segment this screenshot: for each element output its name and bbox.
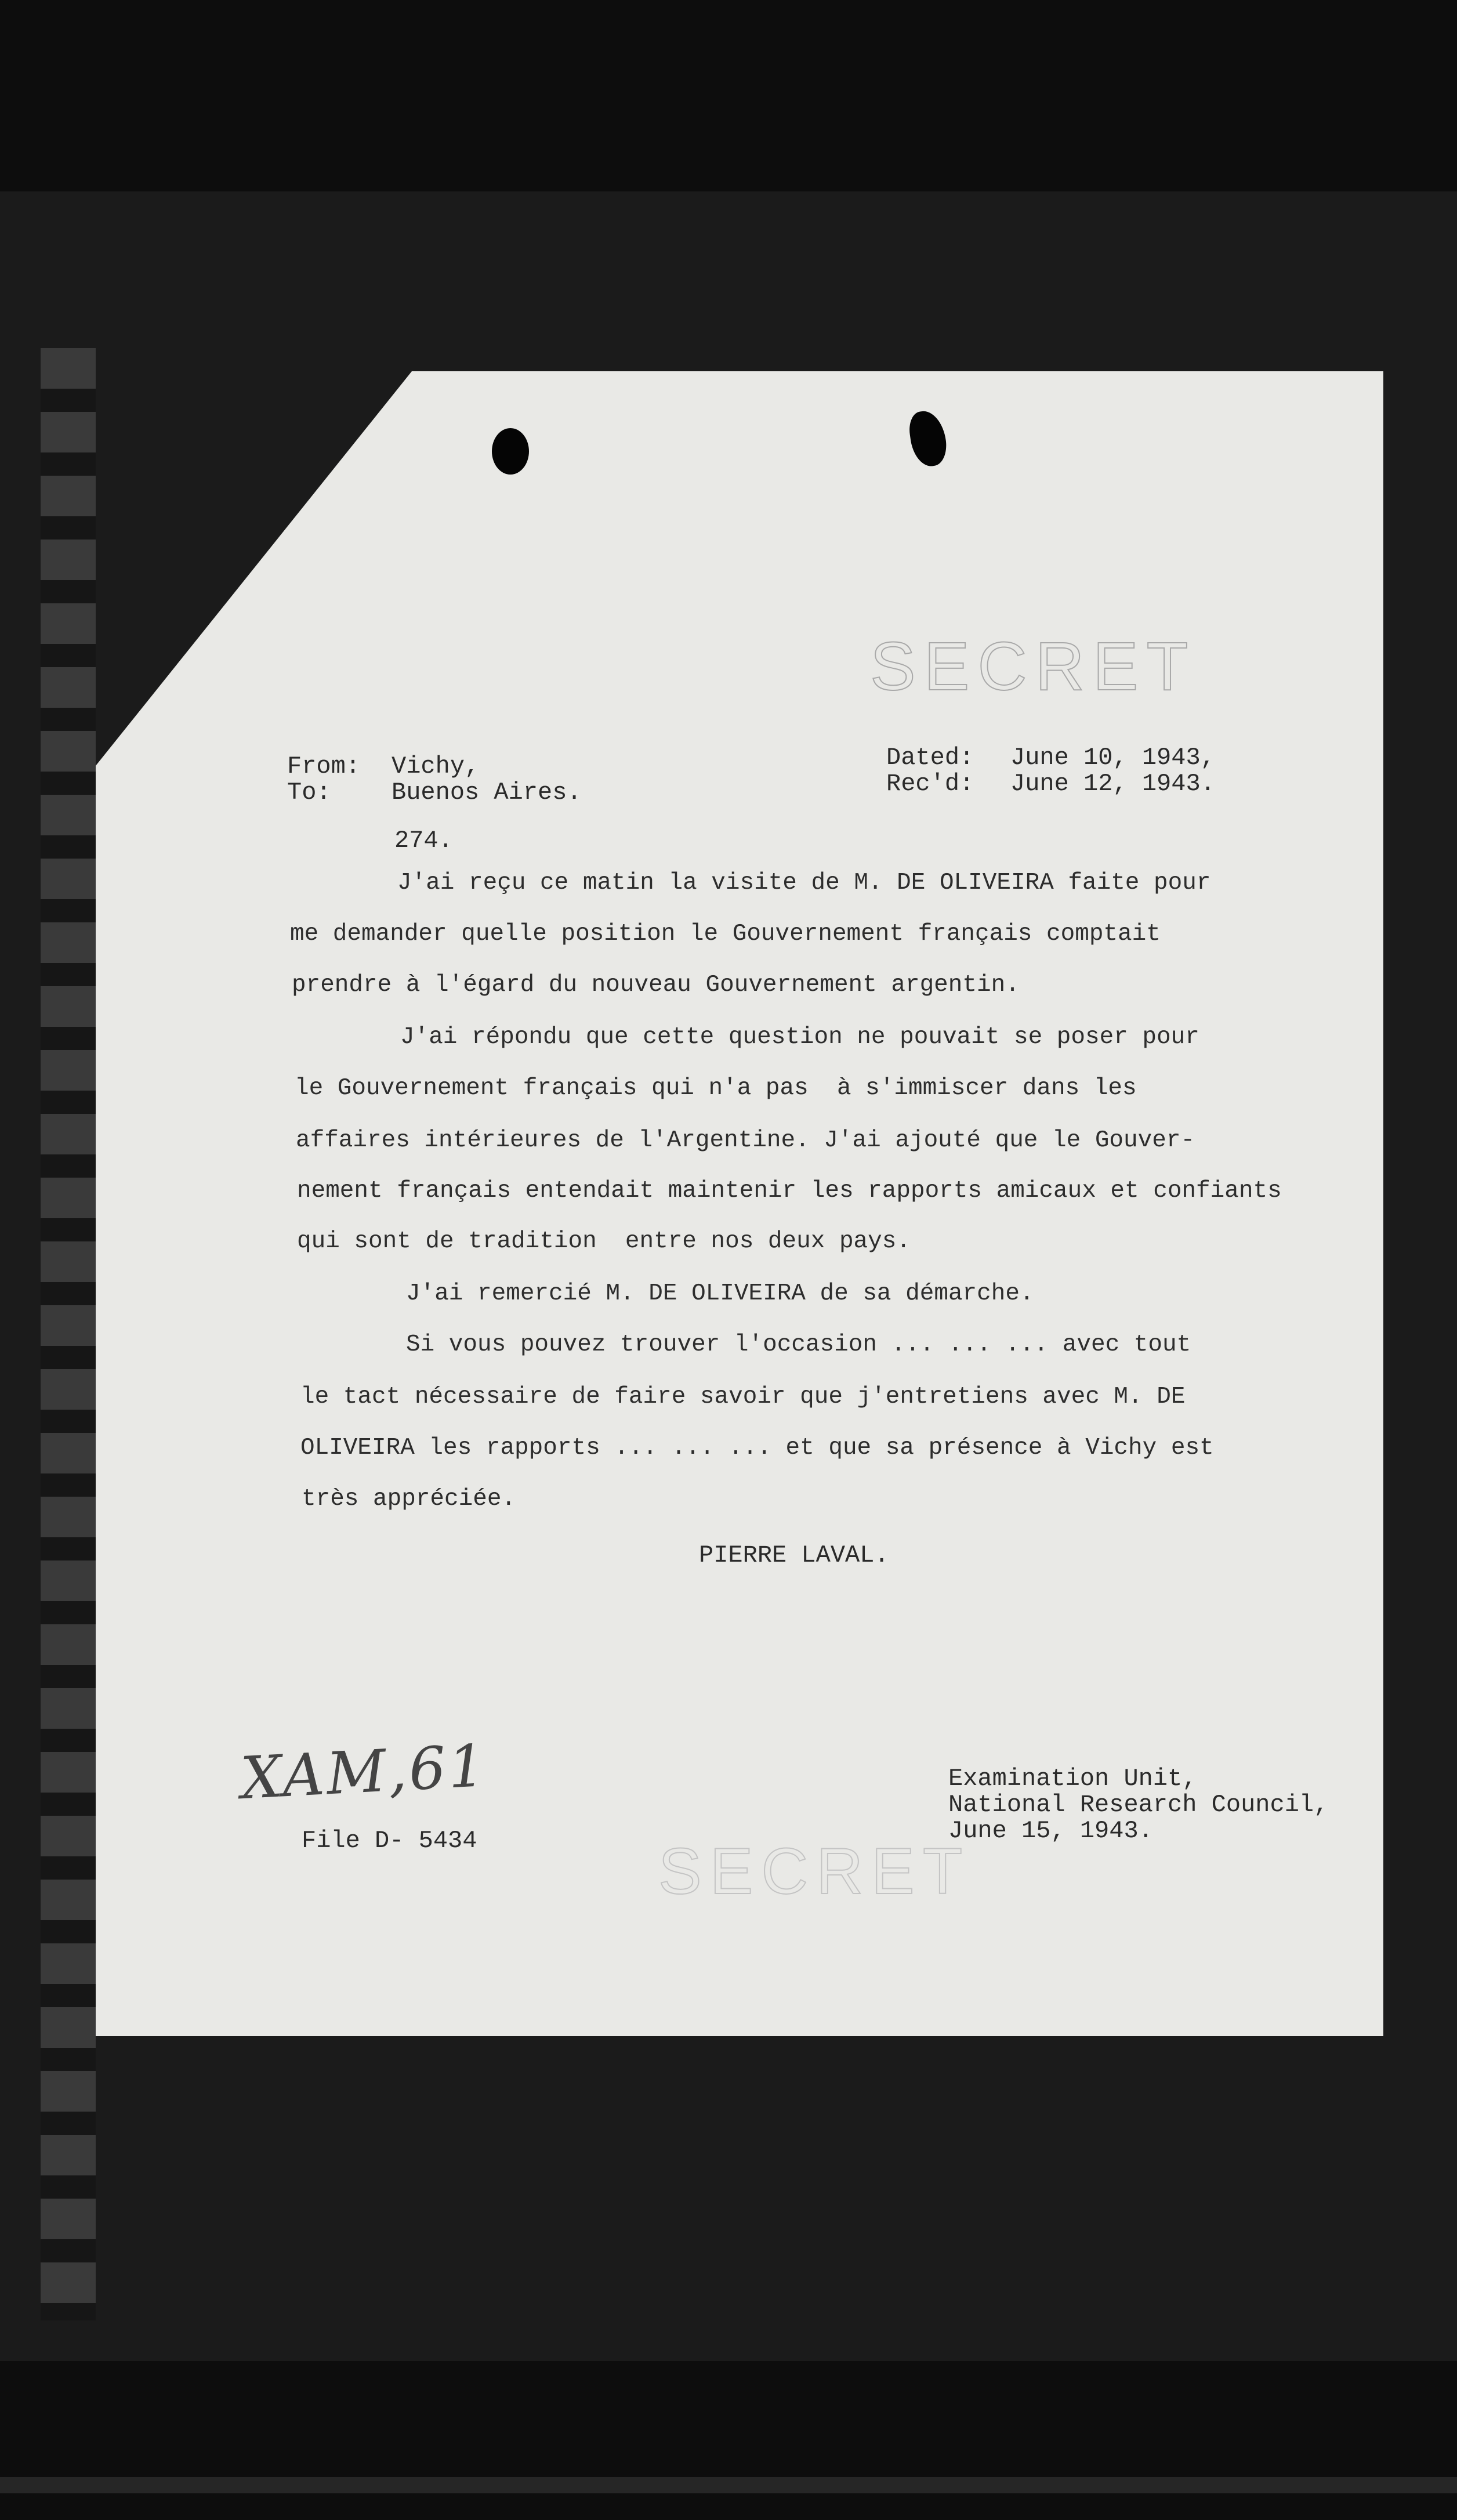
message-number: 274. (394, 827, 453, 855)
handwritten-note: XAM,61 (239, 1731, 490, 1813)
body-line: qui sont de tradition entre nos deux pays. (297, 1228, 911, 1255)
dated-label: Dated: (886, 744, 974, 772)
body-line: le tact nécessaire de faire savoir que j'entretiens avec M. DE (300, 1384, 1186, 1410)
recd-label: Rec'd: (886, 770, 974, 798)
body-line: J'ai remercié M. DE OLIVEIRA de sa démarche. (406, 1280, 1034, 1307)
body-line: le Gouvernement français qui n'a pas à s'immiscer dans les (295, 1075, 1137, 1102)
from-value: Vichy, (392, 752, 480, 780)
film-edge (0, 2477, 1457, 2493)
file-reference: File D- 5434 (302, 1827, 477, 1855)
to-label: To: (287, 779, 331, 806)
secret-stamp-bottom: SECRET (658, 1835, 971, 1907)
body-line: OLIVEIRA les rapports ... ... ... et que sa présence à Vichy est (300, 1435, 1214, 1461)
from-label: From: (287, 752, 361, 780)
footer-line-3: June 15, 1943. (948, 1817, 1153, 1845)
body-line: très appréciée. (302, 1486, 516, 1512)
film-strip (41, 348, 96, 2320)
secret-stamp-top: SECRET (870, 628, 1197, 705)
footer-line-2: National Research Council, (948, 1791, 1329, 1819)
punch-hole (492, 428, 529, 475)
recd-value: June 12, 1943. (1010, 770, 1215, 798)
body-line: Si vous pouvez trouver l'occasion ... ... ... avec tout (406, 1331, 1191, 1358)
signature: PIERRE LAVAL. (699, 1541, 889, 1569)
body-line: affaires intérieures de l'Argentine. J'ai ajouté que le Gouver- (296, 1127, 1195, 1154)
body-line: nement français entendait maintenir les rapports amicaux et confiants (297, 1178, 1282, 1204)
body-line: me demander quelle position le Gouvernement français comptait (290, 921, 1161, 947)
dated-value: June 10, 1943, (1010, 744, 1215, 772)
footer-line-1: Examination Unit, (948, 1765, 1197, 1793)
to-value: Buenos Aires. (392, 779, 582, 806)
body-line: J'ai répondu que cette question ne pouvait se poser pour (400, 1024, 1199, 1051)
body-line: prendre à l'égard du nouveau Gouvernement argentin. (292, 972, 1020, 998)
body-line: J'ai reçu ce matin la visite de M. DE OLIVEIRA faite pour (397, 870, 1211, 896)
